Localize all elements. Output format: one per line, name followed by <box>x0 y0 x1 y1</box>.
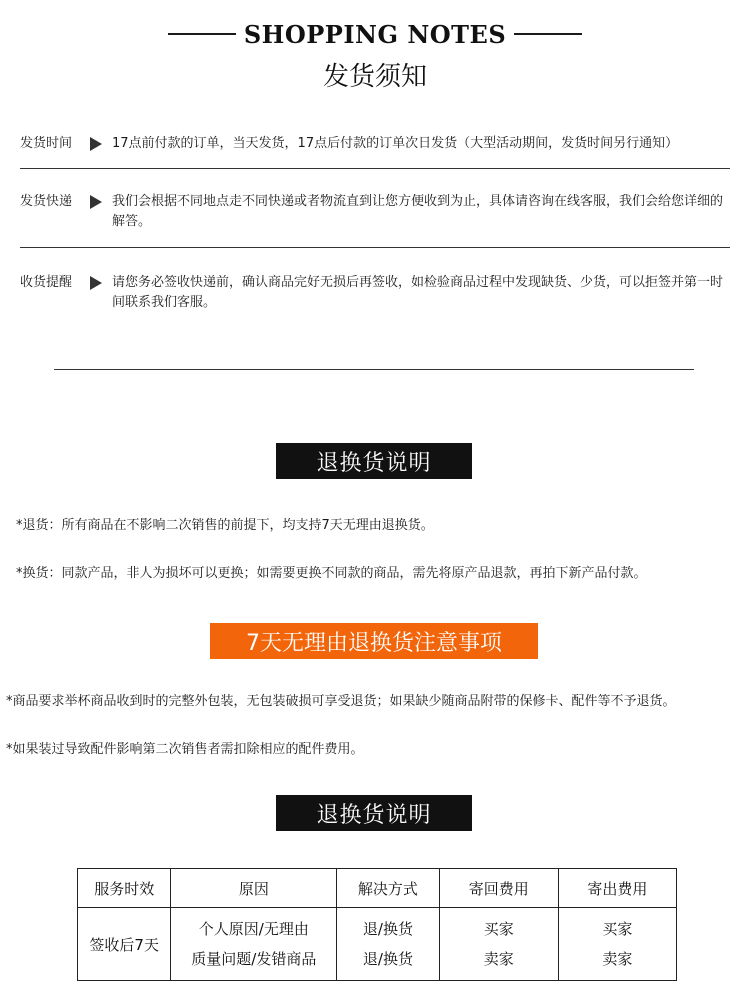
divider <box>20 247 730 248</box>
returns-table-banner: 退换货说明 <box>276 795 472 831</box>
note-receipt-reminder <box>20 273 732 313</box>
note-shipping-time <box>20 134 732 154</box>
reason-item: 个人原因/无理由 <box>198 920 309 938</box>
seven-day-banner: 7天无理由退换货注意事项 <box>210 623 538 659</box>
solution-item: 退/换货 <box>362 920 413 938</box>
seven-day-policy-line: *如果装过导致配件影响第二次销售者需扣除相应的配件费用。 <box>6 742 364 757</box>
header-rule-left <box>168 33 236 35</box>
send-cost-item: 买家 <box>602 920 633 938</box>
divider <box>20 168 730 169</box>
note-label: 收货提醒 <box>20 275 73 290</box>
table-row <box>78 908 677 981</box>
play-arrow-icon <box>90 195 102 209</box>
return-cost-item: 买家 <box>483 920 514 938</box>
note-text: 请您务必签收快递前，确认商品完好无损后再签收，如检验商品过程中发现缺货、少货，可以拒签并第一时间联系我们客服。 <box>112 275 724 310</box>
note-text: 17点前付款的订单，当天发货，17点后付款的订单次日发货（大型活动期间，发货时间另行通知） <box>112 136 679 151</box>
note-text: 我们会根据不同地点走不同快递或者物流直到让您方便收到为止，具体请咨询在线客服，我们会给您详细的解答。 <box>112 194 724 229</box>
page-title: SHOPPING NOTES <box>243 19 507 49</box>
return-cost-item: 卖家 <box>483 950 514 968</box>
page-subtitle: 发货须知 <box>322 62 427 92</box>
service-period-cell: 签收后7天 <box>78 908 171 981</box>
seven-day-policy-line: *商品要求举杯商品收到时的完整外包装，无包装破损可享受退货；如果缺少随商品附带的保修卡、配件等不予退货。 <box>6 694 676 709</box>
returns-banner: 退换货说明 <box>276 443 472 479</box>
table-header: 服务时效 <box>78 869 171 908</box>
return-policy-line: *退货：所有商品在不影响二次销售的前提下，均支持7天无理由退换货。 <box>16 518 434 533</box>
table-header: 寄出费用 <box>558 869 676 908</box>
play-arrow-icon <box>90 137 102 151</box>
solution-cell <box>337 908 439 981</box>
return-cost-cell <box>439 908 558 981</box>
reason-cell <box>171 908 337 981</box>
send-cost-item: 卖家 <box>602 950 633 968</box>
exchange-policy-line: *换货：同款产品，非人为损坏可以更换；如需要更换不同款的商品，需先将原产品退款，再拍下新产品付款。 <box>16 566 647 581</box>
play-arrow-icon <box>90 276 102 290</box>
note-label: 发货快递 <box>20 194 73 209</box>
header-title-row <box>0 14 750 54</box>
note-courier <box>20 192 732 232</box>
solution-item: 退/换货 <box>362 950 413 968</box>
table-header-row <box>78 869 677 908</box>
send-cost-cell <box>558 908 676 981</box>
note-label: 发货时间 <box>20 136 73 151</box>
table-header: 原因 <box>171 869 337 908</box>
section-divider <box>54 369 694 370</box>
returns-table <box>77 868 677 981</box>
table-header: 寄回费用 <box>439 869 558 908</box>
header-rule-right <box>514 33 582 35</box>
reason-item: 质量问题/发错商品 <box>191 950 317 968</box>
table-header: 解决方式 <box>337 869 439 908</box>
